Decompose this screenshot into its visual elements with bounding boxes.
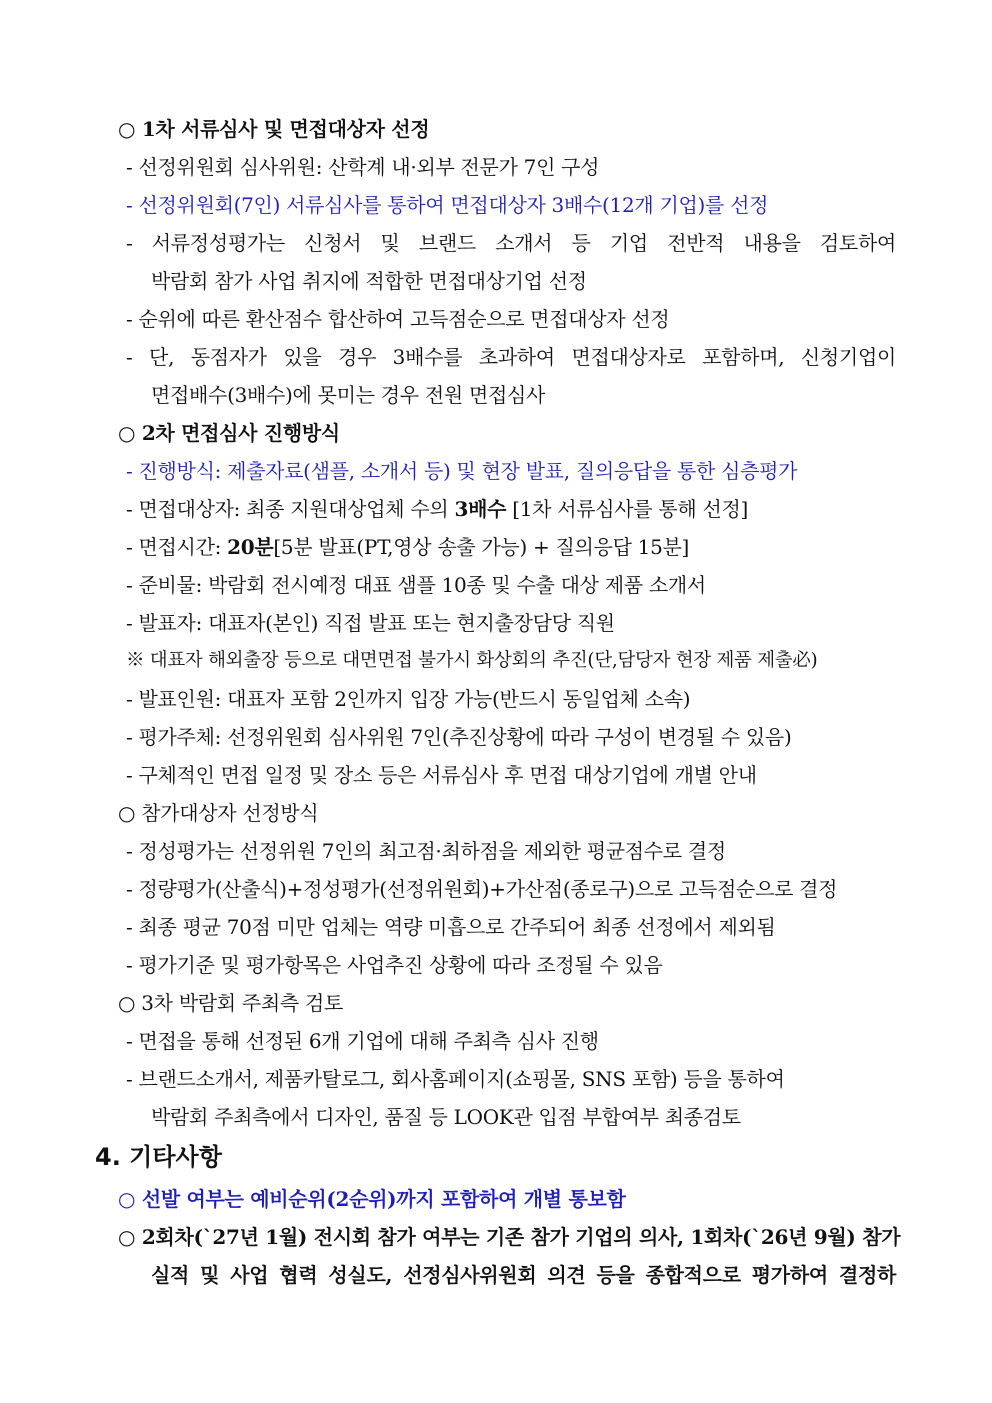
item-text: [1차 서류심사를 통해 선정] (506, 497, 749, 521)
section-heading-selection-method: ○ 참가대상자 선정방식 (118, 801, 319, 825)
list-item: - 면접을 통해 선정된 6개 기업에 대해 주최측 심사 진행 (126, 1029, 599, 1053)
list-item: - 선정위원회 심사위원: 산학계 내·외부 전문가 7인 구성 (126, 155, 600, 179)
list-item: - 평가주체: 선정위원회 심사위원 7인(추진상황에 따라 구성이 변경될 수 있음) (126, 725, 792, 749)
list-item (126, 528, 689, 566)
list-item: - 브랜드소개서, 제품카탈로그, 회사홈페이지(쇼핑몰, SNS 포함) 등을 통하여 (126, 1067, 785, 1091)
item-text: [5분 발표(PT,영상 송출 가능) + 질의응답 15분] (273, 535, 690, 559)
section-heading-interview: ○ 2차 면접심사 진행방식 (118, 421, 340, 445)
item-text: - 면접대상자: 최종 지원대상업체 수의 (126, 497, 455, 521)
section-heading-organizer-review: ○ 3차 박람회 주최측 검토 (118, 991, 343, 1015)
list-item-highlight: ○ 선발 여부는 예비순위(2순위)까지 포함하여 개별 통보함 (118, 1187, 626, 1211)
list-item-continuation: 박람회 참가 사업 취지에 적합한 면접대상기업 선정 (151, 269, 587, 293)
list-item: - 발표인원: 대표자 포함 2인까지 입장 가능(반드시 동일업체 소속) (126, 687, 691, 711)
item-text: - 면접시간: (126, 535, 228, 559)
list-item: ○ 2회차(`27년 1월) 전시회 참가 여부는 기존 참가 기업의 의사, 1회차(`26년 9월) 참가 (118, 1225, 901, 1249)
list-item: - 준비물: 박람회 전시예정 대표 샘플 10종 및 수출 대상 제품 소개서 (126, 573, 706, 597)
list-item: - 구체적인 면접 일정 및 장소 등은 서류심사 후 면접 대상기업에 개별 안내 (126, 763, 757, 787)
item-emphasis: 3배수 (454, 497, 507, 521)
section-title-other-matters: 4. 기타사항 (95, 1143, 222, 1171)
section-heading-first-screening: ○ 1차 서류심사 및 면접대상자 선정 (118, 117, 430, 141)
note-item: ※ 대표자 해외출장 등으로 대면면접 불가시 화상회의 추진(단,담당자 현장 제품 제출必) (126, 650, 818, 671)
list-item-highlight: - 선정위원회(7인) 서류심사를 통하여 면접대상자 3배수(12개 기업)를 선정 (126, 193, 769, 217)
list-item: - 정량평가(산출식)+정성평가(선정위원회)+가산점(종로구)으로 고득점순으로 결정 (126, 877, 838, 901)
list-item: - 서류정성평가는 신청서 및 브랜드 소개서 등 기업 전반적 내용을 검토하여 (126, 231, 896, 255)
list-item: - 평가기준 및 평가항목은 사업추진 상황에 따라 조정될 수 있음 (126, 953, 663, 977)
list-item-continuation: 면접배수(3배수)에 못미는 경우 전원 면접심사 (151, 383, 546, 407)
list-item: - 정성평가는 선정위원 7인의 최고점·최하점을 제외한 평균점수로 결정 (126, 839, 726, 863)
list-item-continuation: 실적 및 사업 협력 성실도, 선정심사위원회 의견 등을 종합적으로 평가하여 결정하 (151, 1263, 896, 1287)
list-item: - 단, 동점자가 있을 경우 3배수를 초과하여 면접대상자로 포함하며, 신청기업이 (126, 345, 896, 369)
list-item-continuation: 박람회 주최측에서 디자인, 품질 등 LOOK관 입점 부합여부 최종검토 (151, 1105, 741, 1129)
list-item: - 순위에 따른 환산점수 합산하여 고득점순으로 면접대상자 선정 (126, 307, 670, 331)
list-item: - 최종 평균 70점 미만 업체는 역량 미흡으로 간주되어 최종 선정에서 제외됨 (126, 915, 776, 939)
item-emphasis: 20분 (227, 535, 274, 559)
list-item (126, 490, 748, 528)
list-item-highlight: - 진행방식: 제출자료(샘플, 소개서 등) 및 현장 발표, 질의응답을 통한 심층평가 (126, 459, 798, 483)
list-item: - 발표자: 대표자(본인) 직접 발표 또는 현지출장담당 직원 (126, 611, 615, 635)
